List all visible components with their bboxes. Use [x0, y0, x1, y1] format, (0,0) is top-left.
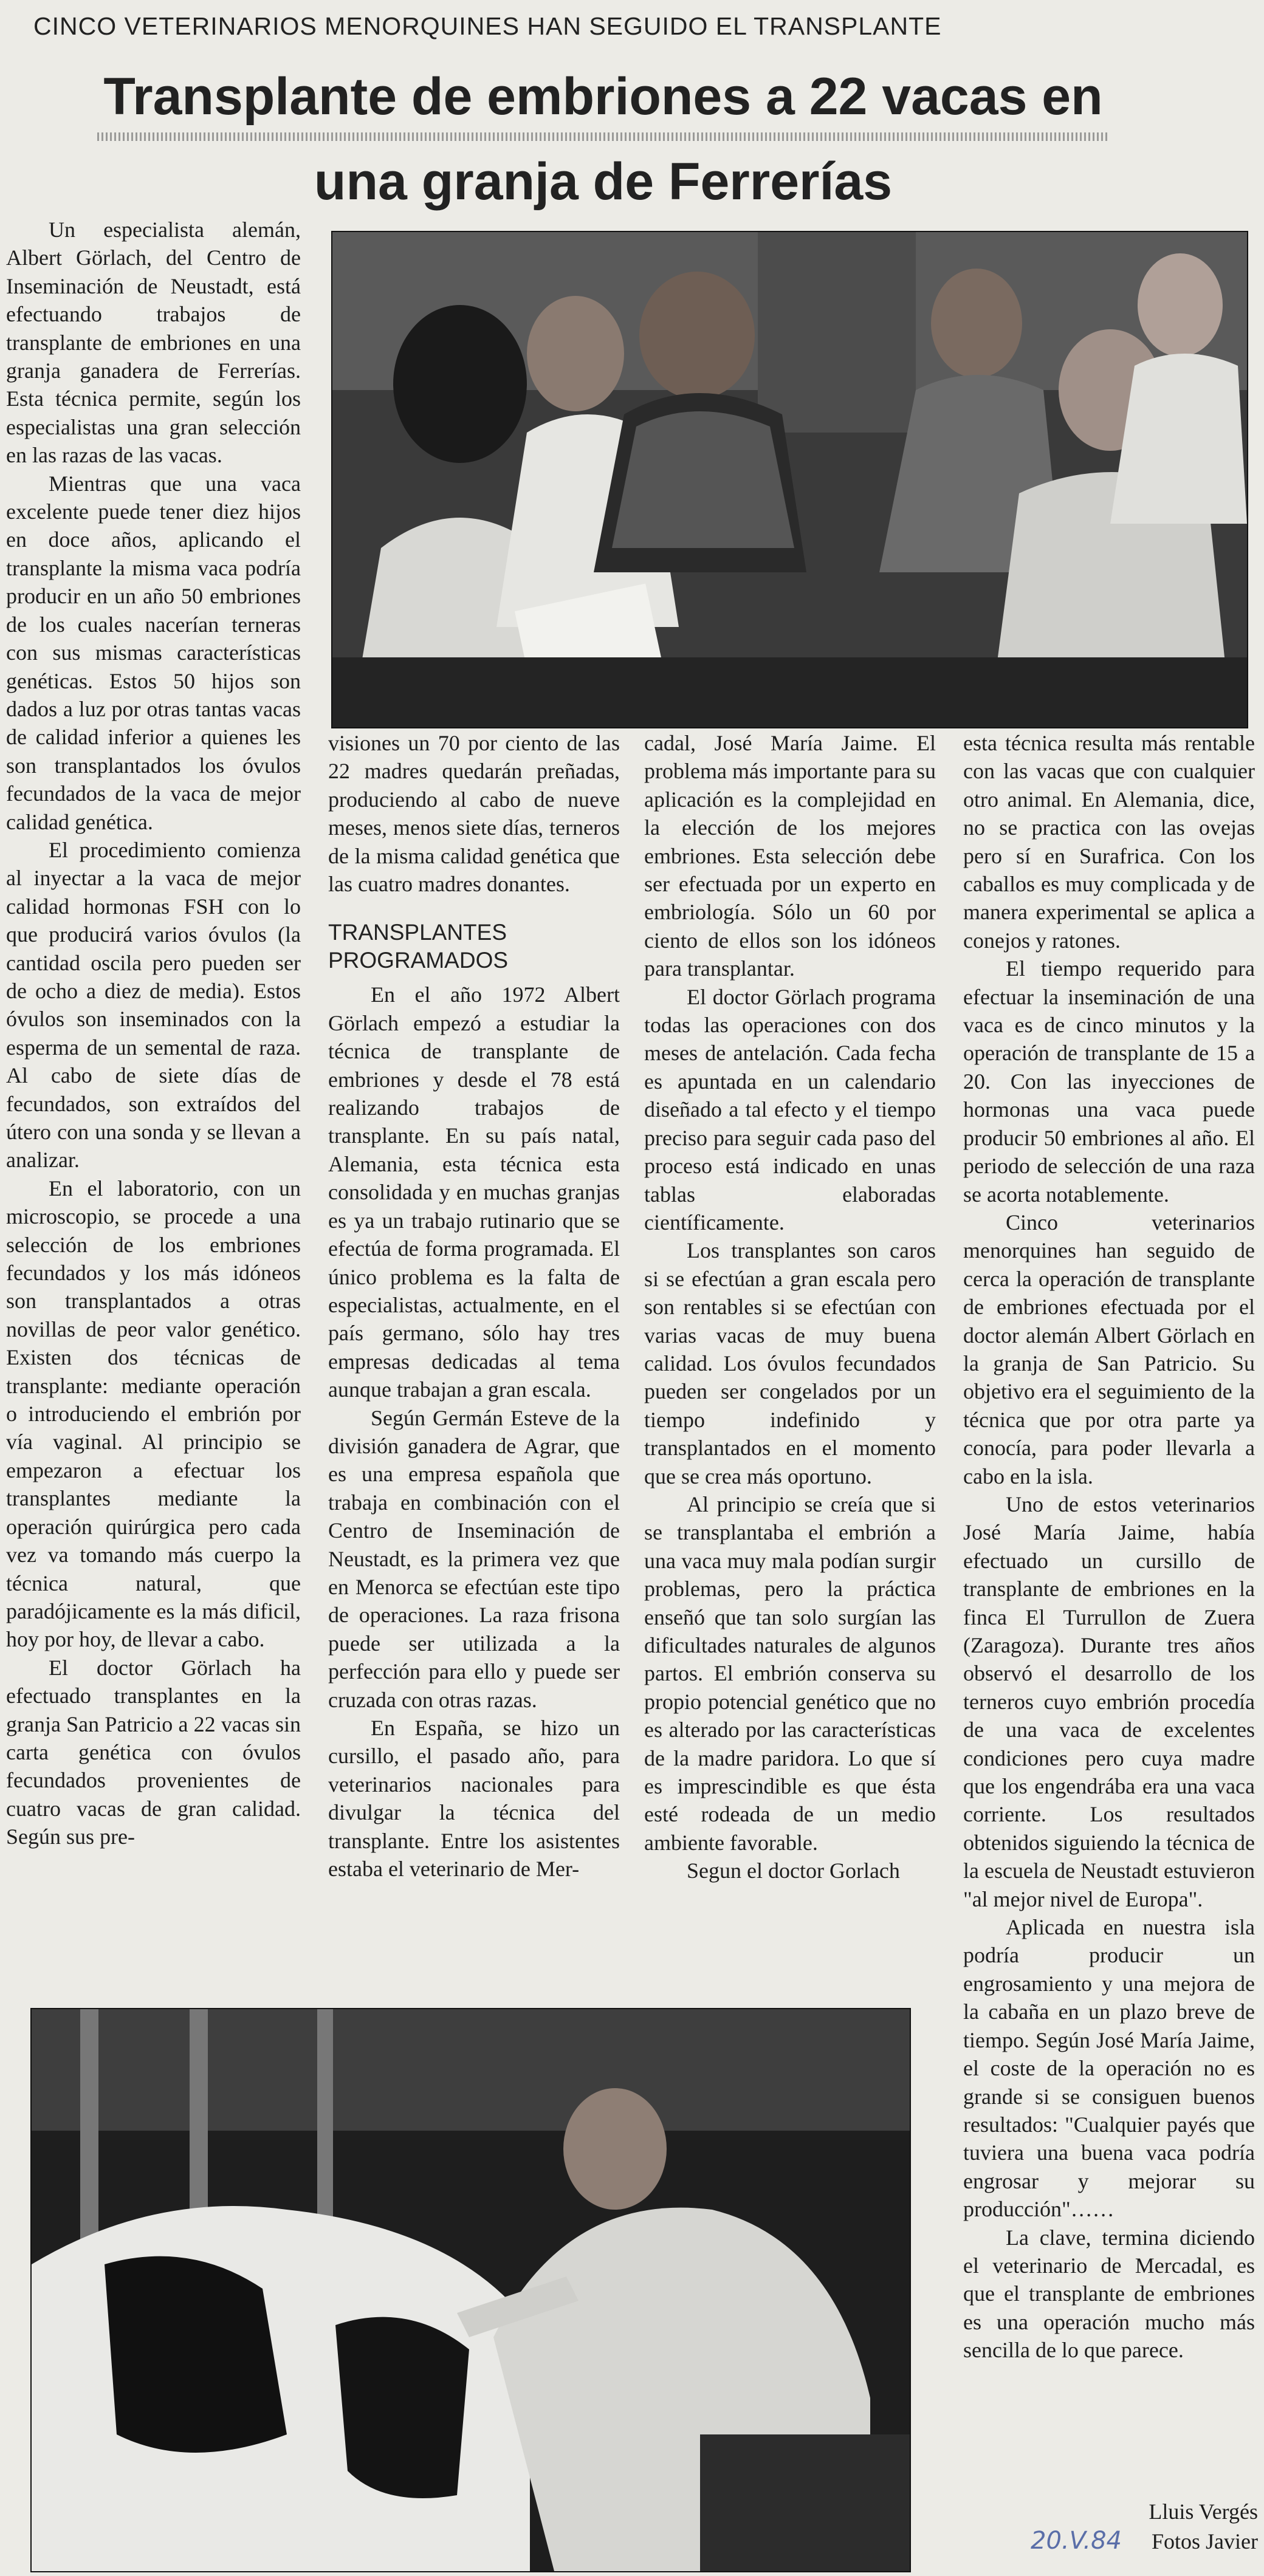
col3-paragraph: Segun el doctor Gorlach: [687, 1858, 900, 1883]
meeting-photo-illustration: [332, 232, 1247, 727]
col4-paragraph: Cinco veterinarios menorquines han seguido de cerca la operación de transplante de embriones efectuada por el doctor alemán Albert Görlach en la granja de San Patricio. Su objetivo era el seguimiento de la técnica que por otra parte ya conocía, para poder llevarla a cabo en la isla.: [963, 1210, 1255, 1488]
subheading: TRANSPLANTES PROGRAMADOS: [328, 920, 509, 973]
col1-paragraph: El procedimiento comienza al inyectar a la vaca de mejor calidad hormonas FSH con lo que producirá varios óvulos (la cantidad oscila pero pueden ser de ocho a diez de media). Estos óvulos son inseminados con la esperma de un semental de raza. Al cabo de siete días de fecundados, son extraídos del útero con una sonda y se llevan a analizar.: [6, 837, 301, 1173]
col4-continuation: esta técnica resulta más rentable con las vacas que con cualquier otro animal. En Alemania, dice, no se practica con las ovejas pero sí en Surafrica. Con los caballos es muy complicada y de manera experimental se aplica a conejos y ratones.: [963, 731, 1255, 953]
col2-paragraph: En España, se hizo un cursillo, el pasado año, para veterinarios nacionales para divulgar la técnica del transplante. Entre los asistentes estaba el veterinario de Mer-: [328, 1716, 620, 1882]
column-3: [644, 729, 936, 1885]
column-2: [328, 729, 620, 1883]
column-1: [6, 216, 301, 1851]
byline-author: Lluis Vergés: [1149, 2499, 1258, 2524]
col3-paragraph: El doctor Görlach programa todas las operaciones con dos meses de antelación. Cada fecha es apuntada en un calendario diseñado a tal efecto y el tiempo preciso para seguir cada paso del proceso está indicado en unas tablas elaboradas científicamente.: [644, 984, 936, 1235]
col1-paragraph: El doctor Görlach ha efectuado transplantes en la granja San Patricio a 22 vacas sin carta genética con óvulos fecundados provenientes de cuatro vacas de gran calidad. Según sus pre-: [6, 1655, 301, 1849]
col4-paragraph: Uno de estos veterinarios José María Jaime, había efectuado un cursillo de transplante de embriones en la finca El Turrullon de Zuera (Zaragoza). Durante tres años observó el desarrollo de los terneros cuyo embrión procedía de una vaca de excelentes condiciones pero cuya madre que los engendrába era una vaca corriente. Los resultados obtenidos siguiendo la técnica de la escuela de Neustadt estuvieron "al mejor nivel de Europa".: [963, 1492, 1255, 1911]
col3-paragraph: Los transplantes son caros si se efectúan a gran escala pero son rentables si se efectúan con varias vacas de muy buena calidad. Los óvulos fecundados pueden ser congelados por un tiempo indefinido y transplantados en el momento que se crea más oportuno.: [644, 1238, 936, 1488]
col1-paragraph: Mientras que una vaca excelente puede tener diez hijos en doce años, aplicando el transplante la misma vaca podría producir en un año 50 embriones de los cuales nacerían terneras con sus mismas características genéticas. Estos 50 hijos son dados a luz por otras tantas vacas de calidad inferior a quienes les son transplantados los óvulos fecundados de la vaca de mejor calidad genética.: [6, 471, 301, 834]
kicker: CINCO VETERINARIOS MENORQUINES HAN SEGUIDO EL TRANSPLANTE: [33, 12, 942, 40]
photo-credit: Fotos Javier: [1152, 2529, 1258, 2554]
headline-line-2: una granja de Ferrerías: [314, 152, 893, 211]
headline-rule: [97, 132, 1109, 141]
column-4: [963, 729, 1255, 2365]
col1-paragraph: En el laboratorio, con un microscopio, se procede a una selección de los embriones fecundados y los más idóneos son transplantados a otras novillas de peor valor genético. Existen dos técnicas de transplante: mediante operación o introduciendo el embrión por vía vaginal. Al principio se empezaron a efectuar los transplantes mediante la operación quirúrgica pero cada vez va tomando más cuerpo la técnica natural, que paradójicamente es la más dificil, hoy por hoy, de llevar a cabo.: [6, 1176, 301, 1652]
col2-paragraph: Según Germán Esteve de la división ganadera de Agrar, que es una empresa española que trabaja en combinación con el Centro de Inseminación de Neustadt, es la primera vez que en Menorca se efectúan este tipo de operaciones. La raza frisona puede ser utilizada a la perfección para ello y puede ser cruzada con otras razas.: [328, 1405, 620, 1712]
byline-photos: [972, 2526, 1258, 2556]
bottom-photo: [30, 2008, 911, 2572]
col1-paragraph: Un especialista alemán, Albert Görlach, del Centro de Inseminación de Neustadt, está efectuando trabajos de transplante de embriones en una granja ganadera de Ferrerías. Esta técnica permite, según los especialistas una gran selección en las razas de las vacas.: [6, 218, 301, 468]
handwritten-date: 20.V.84: [1031, 2527, 1122, 2555]
col4-paragraph: La clave, termina diciendo el veterinario de Mercadal, es que el transplante de embriones es una operación mucho más sencilla de lo que parece.: [963, 2225, 1255, 2363]
col3-continuation: cadal, José María Jaime. El problema más importante para su aplicación es la complejidad en la elección de los mejores embriones. Esta selección debe ser efectuada por un experto en embriología. Sólo un 60 por ciento de ellos son los idóneos para transplantar.: [644, 731, 936, 981]
col4-paragraph: Aplicada en nuestra isla podría producir un engrosamiento y una mejora de la cabaña en un plazo breve de tiempo. Según José María Jaime, el coste de la operación no es grande si se consiguen buenos resultados: "Cualquier payés que tuviera una buena vaca podría engrosar y mejorar su producción"……: [963, 1915, 1255, 2222]
headline-line-1: Transplante de embriones a 22 vacas en: [103, 67, 1103, 126]
top-photo: [331, 231, 1248, 728]
col2-paragraph: En el año 1972 Albert Görlach empezó a estudiar la técnica de transplante de embriones y desde el 78 está realizando trabajos de transplante. En su país natal, Alemania, esta técnica esta consolidada y en muchas granjas es ya un trabajo rutinario que se efectúa de forma programada. El único problema es la falta de especialistas, actualmente, en el país germano, sólo hay tres empresas dedicadas al tema aunque trabajan a gran escala.: [328, 982, 620, 1402]
byline: [972, 2497, 1258, 2556]
cow-procedure-photo-illustration: [32, 2009, 910, 2571]
col4-paragraph: El tiempo requerido para efectuar la inseminación de una vaca es de cinco minutos y la operación de transplante de 15 a 20. Con las inyecciones de hormonas una vaca puede producir 50 embriones al año. El periodo de selección de una raza se acorta notablemente.: [963, 956, 1255, 1207]
col3-paragraph: Al principio se creía que si se transplantaba el embrión a una vaca muy mala podían surgir problemas, pero la práctica enseñó que tan solo surgían las dificultades naturales de algunos partos. El embrión conserva su propio potencial genético que no es alterado por las características de la madre paridora. Lo que sí es imprescindible es que ésta esté rodeada de un medio ambiente favorable.: [644, 1492, 936, 1855]
col2-continuation: visiones un 70 por ciento de las 22 madres quedarán preñadas, produciendo al cabo de nueve meses, menos siete días, terneros de la misma calidad genética que las cuatro madres donantes.: [328, 731, 620, 897]
